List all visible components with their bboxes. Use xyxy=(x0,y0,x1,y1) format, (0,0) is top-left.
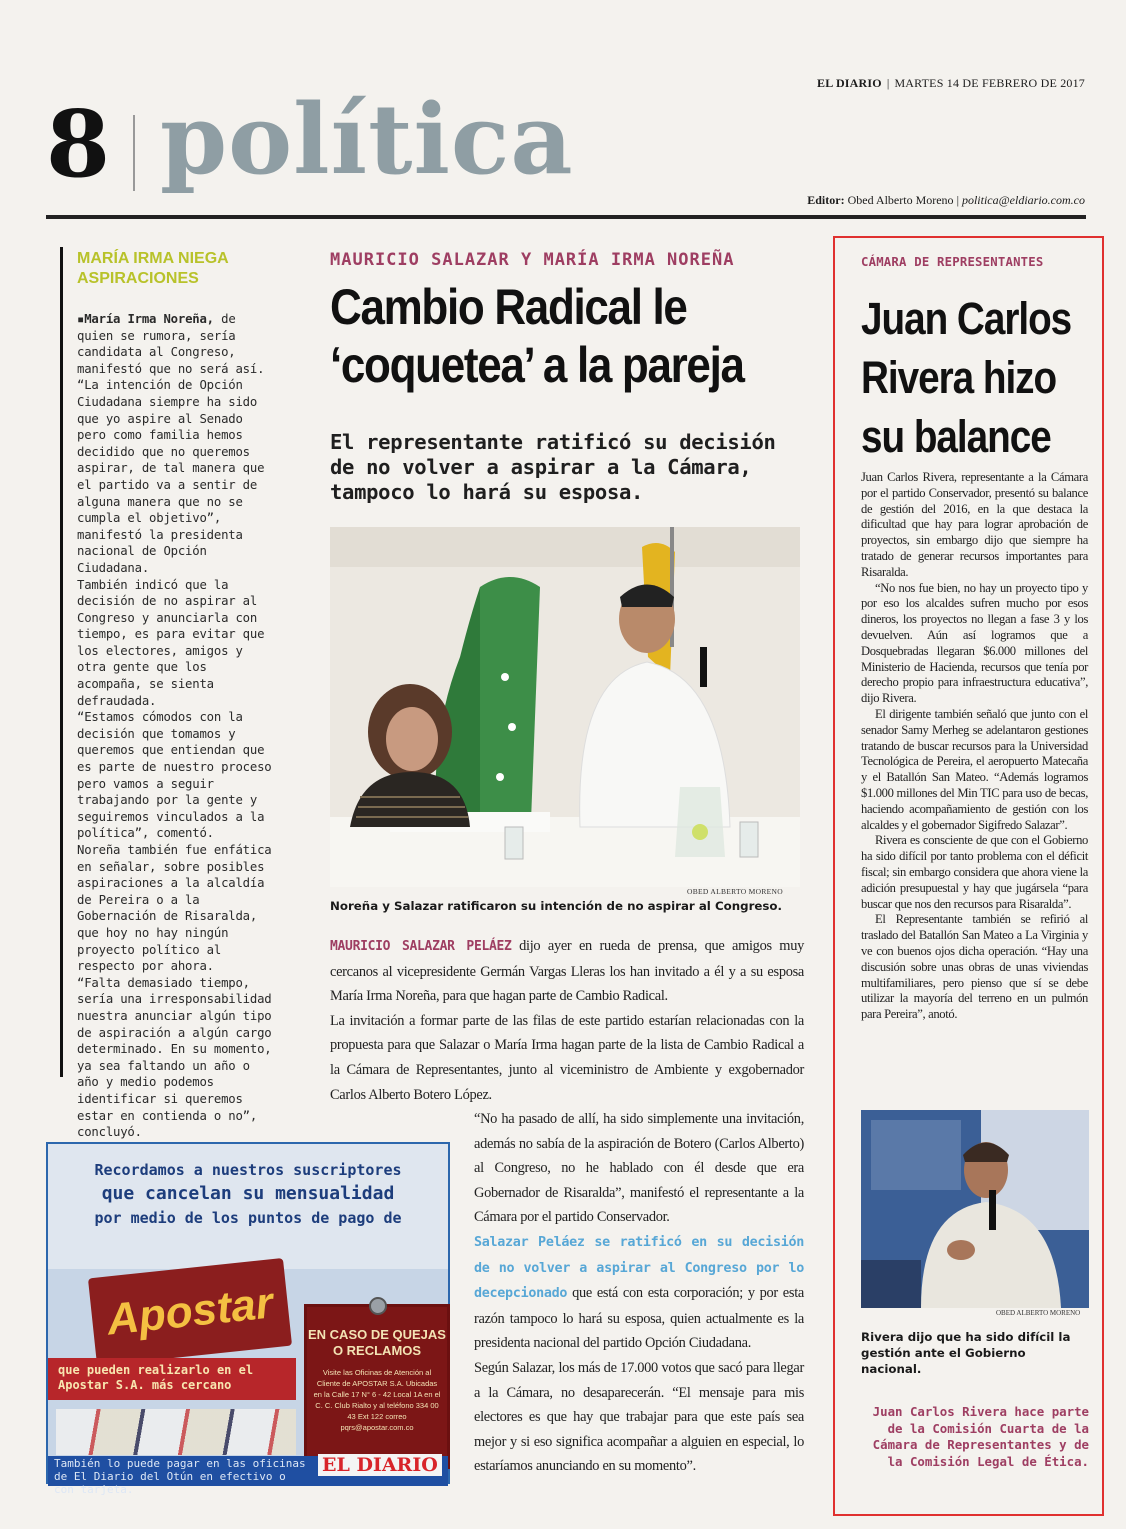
right-kicker: CÁMARA DE REPRESENTANTES xyxy=(861,255,1044,269)
complaints-body: Visite las Oficinas de Atención al Cliente de APOSTAR S.A. Ubicadas en la Calle 17 N° 6 - 42 Local 1A en el C. C. Club Rialto y al teléfono 334 00 43 Ext 122 correo pqrs@apostar.com.co xyxy=(313,1368,441,1432)
sidebar-lead-name: María Irma Noreña, xyxy=(84,312,214,326)
sidebar-paragraph: Noreña también fue enfática en señalar, sobre posibles aspiraciones a la alcaldía de Pereira o a la Gobernación de Risaralda, que hoy no hay ningún proyecto político al respecto por ahora. xyxy=(77,843,272,974)
apostar-ad[interactable] xyxy=(46,1142,450,1496)
main-lead-name: MAURICIO SALAZAR PELÁEZ xyxy=(330,939,512,954)
main-paragraph: Salazar Peláez se ratificó en su decisión de no volver a aspirar al Congreso por lo decepcionado que está con esta corporación; y por esta razón tampoco lo hará su esposa, quien actualmente es la presidenta nacional del partido Opción Ciudadana. xyxy=(474,1234,804,1352)
issue-date: MARTES 14 DE FEBRERO DE 2017 xyxy=(894,76,1085,90)
ad-footer-text: También lo puede pagar en las oficinas de El Diario del Otún en efectivo o con tarjeta. xyxy=(54,1457,306,1496)
main-body-bottom xyxy=(474,1107,804,1479)
editor-email[interactable]: politica@eldiario.com.co xyxy=(961,193,1085,207)
editor-name: Obed Alberto Moreno xyxy=(847,193,954,207)
press-conference-photo xyxy=(330,527,800,887)
photo-credit: OBED ALBERTO MORENO xyxy=(687,887,783,896)
ad-footer xyxy=(48,1454,448,1496)
paper-name: EL DIARIO xyxy=(817,76,882,90)
right-headline: Juan Carlos Rivera hizo su balance xyxy=(861,293,1072,462)
sidebar-body xyxy=(77,311,272,1141)
right-note: Juan Carlos Rivera hace parte de la Comisión Cuarta de la Cámara de Representantes y de la Comisión Legal de Ética. xyxy=(872,1404,1089,1469)
main-dek: El representante ratificó su decisión de no volver a aspirar a la Cámara, tampoco lo hará su esposa. xyxy=(330,430,776,504)
right-paragraph: El dirigente también señaló que junto con el senador Samy Merheg se adelantaron gestiones tratando de buscar recursos para la Universidad Tecnológica de Pereira, el aeropuerto Matecaña y el Batallón San Mateo. “Además logramos $1.000 millones del Min TIC para uso de becas, haciendo acompañamiento de gestión con los alcaldes y el gobernador Sigifredo Salazar”. xyxy=(861,706,1088,832)
main-highlight: Salazar Peláez se ratificó en su decisión de no volver a aspirar al Congreso por lo decepcionado xyxy=(474,1234,804,1302)
complaints-title: EN CASO DE QUEJAS O RECLAMOS xyxy=(308,1327,446,1358)
section-title: política xyxy=(160,83,574,196)
right-paragraph: Juan Carlos Rivera, representante a la Cámara por el partido Conservador, presentó su balance de gestión del 2016, en la que destaca la dificultad que hay para lograr aprobación de proyectos, sin embargo dijo que siempre ha tratado de generar recursos importantes para Risaralda. xyxy=(861,470,1088,579)
rivera-photo xyxy=(861,1110,1089,1308)
pin-icon xyxy=(369,1297,387,1315)
right-photo-caption: Rivera dijo que ha sido difícil la gestión ante el Gobierno nacional. xyxy=(861,1330,1071,1376)
complaints-sign xyxy=(304,1304,450,1469)
sidebar-headline: MARÍA IRMA NIEGA ASPIRACIONES xyxy=(77,250,229,287)
el-diario-logo: EL DIARIO xyxy=(318,1454,442,1476)
right-paragraph: Rivera es consciente de que con el Gobierno ha sido difícil por tanto problema con el déficit fiscal; sin embargo considera que ahora viene la adición presupuestal y hay que jugársela “para buscar que nos den recursos para Risaralda”. xyxy=(861,833,1088,911)
right-body xyxy=(861,470,1088,1023)
main-paragraph: La invitación a formar parte de las filas de este partido estarían relacionadas con la propuesta para que Salazar o María Irma hagan parte de la lista de Cambio Radical a la Cámara de Representantes, junto al viceministro de Ambiente y exgobernador Carlos Alberto Botero López. xyxy=(330,1012,804,1103)
sidebar-column xyxy=(60,247,272,1140)
page-number: 8 xyxy=(46,90,111,198)
sidebar-paragraph: “Falta demasiado tiempo, sería una irresponsabilidad nuestra anunciar algún tipo de aspiración a algún cargo determinado. En su momento, ya sea faltando un año o año y medio podemos identificar si queremos estar en contienda o no”, concluyó. xyxy=(77,975,272,1140)
main-paragraph: Según Salazar, los más de 17.000 votos que sacó para llegar a la Cámara, no desaparecerán. “El mensaje para mis electores es que hay que trabajar para que este país sea mejor y si eso significa acompañar a alguien en especial, lo estaríamos anunciando en su momento”. xyxy=(474,1359,804,1475)
right-paragraph: “No nos fue bien, no hay un proyecto tipo y por eso los alcaldes sufren mucho por esos dineros, los proyectos no llegan a fase 3 y los devuelven. Aún así logramos que a Dosquebradas llegaran $6.000 millones del Ministerio de Hacienda, recursos que tenía por derecho propio para infraestructura educativa”, dijo Rivera. xyxy=(861,580,1088,706)
ad-message: Recordamos a nuestros suscriptores que cancelan su mensualidad por medio de los puntos de pago de xyxy=(94,1161,402,1227)
header-divider xyxy=(133,115,135,191)
right-photo-credit: OBED ALBERTO MORENO xyxy=(996,1309,1081,1317)
sidebar-paragraph: “La intención de Opción Ciudadana siempre ha sido que yo aspire al Senado pero como familia hemos decidido que no queremos aspirar, de tal manera que el partido va a sentir de alguna manera que no se cumpla el objetivo”, manifestó la presidenta nacional de Opción Ciudadana. xyxy=(77,378,265,575)
photo-caption: Noreña y Salazar ratificaron su intención de no aspirar al Congreso. xyxy=(330,899,782,913)
sidebar-paragraph: “Estamos cómodos con la decisión que tomamos y queremos que entiendan que es parte de nuestro proceso pero vamos a seguir trabajando por la gente y seguiremos vinculados a la política”, comentó. xyxy=(77,710,272,841)
main-body-top xyxy=(330,934,804,1107)
apostar-logo: Apostar xyxy=(88,1258,292,1366)
main-paragraph: MAURICIO SALAZAR PELÁEZ dijo ayer en rueda de prensa, que amigos muy cercanos al vicepresidente Germán Vargas Lleras los han invitado a él y a su esposa María Irma Noreña, para que hagan parte de Cambio Radical. xyxy=(330,938,804,1005)
newspapers-image xyxy=(56,1409,296,1455)
dateline: EL DIARIO | MARTES 14 DE FEBRERO DE 2017 xyxy=(817,76,1085,90)
main-paragraph: “No ha pasado de allí, ha sido simplemente una invitación, además no sabía de la aspiración de Botero (Carlos Alberto) al Congreso, no he hablado con él desde que era Gobernador de Risaralda”, manifestó el representante a la Cámara por el partido Conservador. xyxy=(474,1111,804,1226)
main-kicker: MAURICIO SALAZAR Y MARÍA IRMA NOREÑA xyxy=(330,250,735,270)
sidebar-paragraph: ▪María Irma Noreña, de quien se rumora, sería candidata al Congreso, manifestó que no será así. xyxy=(77,312,265,376)
main-headline: Cambio Radical le ‘coquetea’ a la pareja xyxy=(330,279,744,393)
header-rule xyxy=(46,215,1086,219)
right-paragraph: El Representante también se refirió al traslado del Batallón San Mateo a La Virginia y ve con buenos ojos dicha operación. “Hay una discusión sobre unas obras de unas viviendas multifamiliares, pero pienso que sí se debe utilizar la mayoría del terreno en un pulmón para Pereira”, anotó. xyxy=(861,912,1088,1022)
editor-line: Editor: Obed Alberto Moreno | politica@eldiario.com.co xyxy=(807,193,1085,207)
editor-label: Editor: xyxy=(807,193,845,207)
ad-pay-text: que pueden realizarlo en el Apostar S.A. más cercano xyxy=(48,1358,296,1400)
sidebar-paragraph: También indicó que la decisión de no aspirar al Congreso y anunciarla con tiempo, es para evitar que los electores, amigos y otra gente que los acompaña, se sienta defraudada. xyxy=(77,577,265,708)
